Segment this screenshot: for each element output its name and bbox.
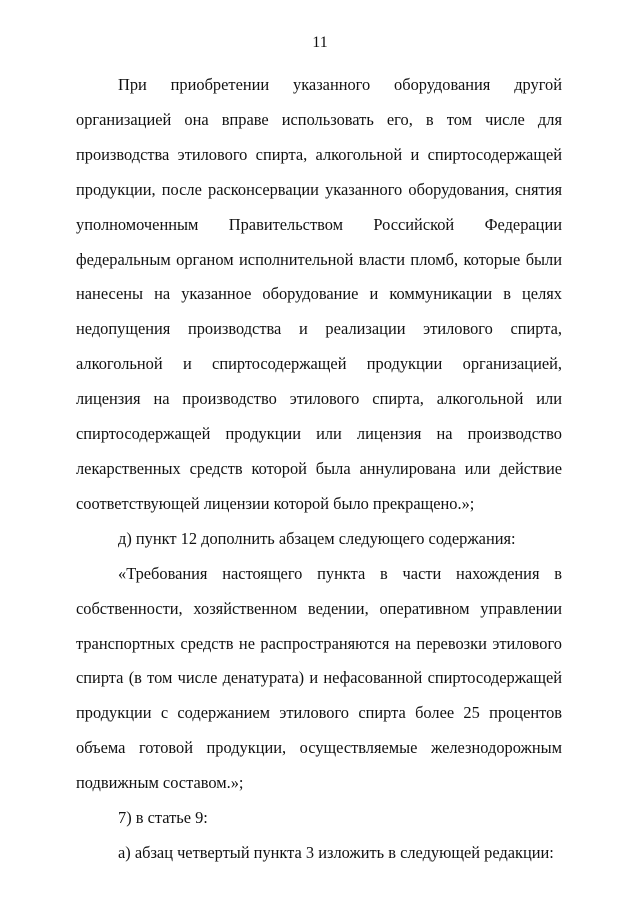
paragraph-item-7: 7) в статье 9: (118, 808, 208, 828)
page-number: 11 (312, 34, 328, 51)
paragraph-transport-requirements: «Требования настоящего пункта в части нахождения в собственности, хозяйственном ведении, оперативном управлении транспортных средств не распространяются на перевозки этилового спирта (в том числе денатурата) и нефасованной спиртосодержащей продукции с содержанием этилового спирта более 25 процентов объема готовой продукции, осуществляемые железнодорожным подвижным составом.»; (76, 563, 562, 793)
paragraph-item-a: а) абзац четвертый пункта 3 изложить в следующей редакции: (118, 842, 554, 862)
paragraph-equipment-usage: При приобретении указанного оборудования другой организацией она вправе использовать его, в том числе для производства этилового спирта, алкогольной и спиртосодержащей продукции, после расконсервации указанного оборудования, снятия уполномоченным Правительством Российской Федерации федеральным органом исполнительной власти пломб, которые были нанесены на указанное оборудование и коммуникации в целях недопущения производства и реализации этилового спирта, алкогольной и спиртосодержащей продукции организацией, лицензия на производство этилового спирта, алкогольной или спиртосодержащей продукции или лицензия на производство лекарственных средств которой была аннулирована или действие соответствующей лицензии которой было прекращено.»; (76, 75, 562, 513)
document-body (76, 68, 562, 871)
paragraph-item-d: д) пункт 12 дополнить абзацем следующего содержания: (118, 528, 516, 548)
